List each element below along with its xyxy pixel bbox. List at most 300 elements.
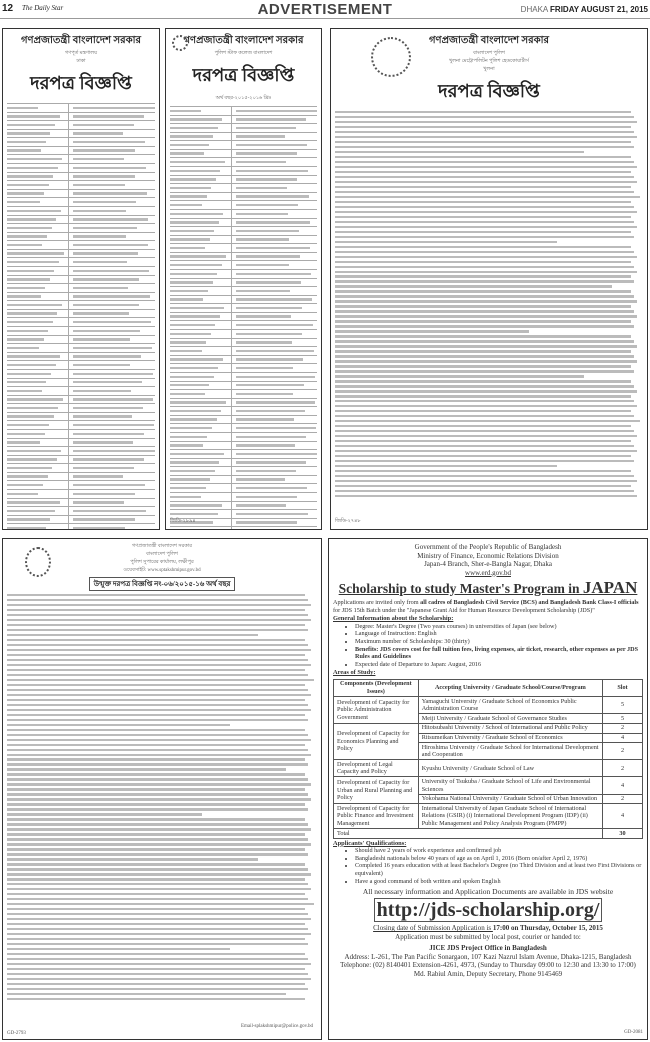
ad-body [335,111,643,497]
text-line [335,320,631,322]
text-line [335,111,631,113]
text-line [7,853,308,855]
text-line [7,240,155,249]
text-line [7,515,155,524]
text-line [7,739,311,741]
text-line [170,346,317,355]
text-line [7,729,305,731]
text-line [170,295,317,304]
text-line [7,903,314,905]
text-line [170,329,317,338]
text-line [170,140,317,149]
text-line [335,365,631,367]
text-line [7,823,308,825]
text-line [335,455,631,457]
text-line [335,360,637,362]
text-line [7,813,202,815]
areas-heading: Areas of Study: [333,669,376,677]
emblem-icon [172,35,188,51]
text-line [170,338,317,347]
text-line [335,226,637,228]
text-line [170,269,317,278]
general-info-item: • Degree: Master's Degree (Two years courses) in universities of Japan (see below) [355,623,643,631]
ad-department: বাংলাদেশ পুলিশ [146,552,178,557]
text-line [335,430,634,432]
text-line [7,154,155,163]
text-line [170,372,317,381]
text-line [170,235,317,244]
ad-title: দরপত্র বিজ্ঞপ্তি [30,73,132,93]
text-line [335,290,631,292]
text-line [7,172,155,181]
text-line [170,286,317,295]
text-line [7,958,308,960]
text-line [7,833,305,835]
text-line [335,490,634,492]
text-line [7,599,308,601]
text-line [335,315,637,317]
text-line [7,818,305,820]
text-line [170,157,317,166]
text-line [335,166,637,168]
text-line [170,432,317,441]
text-line [7,300,155,309]
ad-title: উন্মুক্ত দরপত্র বিজ্ঞপ্তি নং-০৬/২০১৫-১৬ অর্থ বছর [89,577,236,591]
police-emblem-icon [25,547,51,577]
erd-website-link[interactable]: www.erd.gov.bd [465,568,511,577]
table-row: Development of Legal Capacity and Policy Kyushu University / Graduate School of Law 2 [334,760,643,777]
text-line [170,355,317,364]
text-line [7,679,314,681]
text-line [170,501,317,510]
text-line [7,838,308,840]
text-line [170,200,317,209]
text-line [335,181,637,183]
text-line [7,848,305,850]
ad-title: দরপত্র বিজ্ঞপ্তি [192,65,295,85]
ad-gov-name: গণপ্রজাতন্ত্রী বাংলাদেশ সরকার [183,35,304,46]
text-line [170,398,317,407]
table-row: Development of Capacity for Public Finance and Investment Management International University of Japan Graduate School of International Relations (GSIR) (i) International Development Program (IDP) (ii) Public Management and Policy Analysis Program (PMPP) 4 [334,804,643,829]
text-line [7,808,308,810]
text-line [7,523,155,530]
ad-email: Email-splakshmipur@police.gov.bd [240,1024,313,1029]
text-line [335,350,631,352]
text-line [7,689,308,691]
submission-note: Application must be submitted by local post, courier or handed to: [395,932,581,941]
newspaper-name: The Daily Star [22,4,64,12]
ad-place: খুলনা [483,67,495,72]
text-line [335,310,634,312]
text-line [7,714,305,716]
ad-department: বাংলাদেশ পুলিশ [473,51,505,56]
jds-header-line: Government of the People's Republic of Bangladesh [414,543,562,551]
text-line [7,604,311,606]
text-line [335,126,631,128]
text-line [7,659,308,661]
ad-subdepartment: পুলিশ সুপারের কার্যালয়, লক্ষীপুর [130,560,194,565]
table-row: Development of Capacity for Public Administration Government Yamaguchi University / Graduate School of Economics Public Administration Course 5 [334,697,643,714]
text-line [7,983,305,985]
text-line [7,257,155,266]
text-line [170,260,317,269]
text-line [7,634,258,636]
table-total-row: Total 30 [334,829,643,839]
text-line [7,893,305,895]
text-line [335,400,634,402]
text-line [335,271,637,273]
text-line [335,415,634,417]
text-line [7,463,155,472]
text-line [7,898,308,900]
text-line [170,149,317,158]
text-line [7,266,155,275]
text-line [335,295,634,297]
text-line [335,330,529,332]
text-line [7,938,305,940]
ad-code: জিডি-২৭৪৮ [335,519,361,524]
text-line [7,215,155,224]
text-line [335,345,637,347]
table-row: Development of Capacity for Economics Planning and Policy Hitotsubashi University / School of International and Public Policy 2 [334,723,643,733]
ad-body [7,594,317,1000]
text-line [170,509,317,518]
page-number: 12 [2,3,14,14]
text-line [7,993,286,995]
text-line [7,292,155,301]
text-line [335,280,634,282]
text-line [7,446,155,455]
text-line [335,201,631,203]
text-line [335,470,631,472]
text-line [170,115,317,124]
text-line [7,828,311,830]
ad-code: GD-2081 [624,1030,643,1036]
text-line [7,249,155,258]
text-line [7,180,155,189]
general-info-item: • Maximum number of Scholarships: 30 (thirty) [355,638,643,646]
text-line [335,440,631,442]
text-line [170,303,317,312]
text-line [7,112,155,121]
text-line [335,480,637,482]
text-line [7,163,155,172]
text-line [335,325,634,327]
text-line [7,275,155,284]
text-line [335,251,634,253]
text-line [335,151,584,153]
text-line [335,375,584,377]
text-line [7,754,311,756]
text-line [7,878,305,880]
text-line [7,763,308,765]
page-header [0,0,650,19]
jds-intro: Applications are invited only from all cadres of Bangladesh Civil Service (BCS) and Bangladesh Bank Class-I officials for JDS 15th Batch under the "Japanese Grant Aid for Human Resource Development Scholarship (JDS)" [333,599,639,614]
ad-gov-name: গণপ্রজাতন্ত্রী বাংলাদেশ সরকার [428,35,550,46]
text-line [7,669,305,671]
text-line [7,455,155,464]
text-line [7,189,155,198]
text-line [7,883,308,885]
text-line [335,231,631,233]
text-line [7,343,155,352]
text-line [335,186,631,188]
text-line [7,694,311,696]
qualifications-heading: Applicants' Qualifications: [333,839,407,847]
text-line [335,340,634,342]
text-line [335,176,634,178]
text-line [170,363,317,372]
ad-code: জিডি-২৮৯৪ [170,519,196,524]
text-line [335,460,634,462]
closing-date: Closing date of Submission Application is 17:00 on Thursday, October 15, 2015 [373,924,603,933]
text-line [335,370,634,372]
text-line [335,121,637,123]
text-line [170,526,317,530]
text-line [170,483,317,492]
tender-ad-lakshmipur-police [2,538,322,1040]
text-line [7,798,311,800]
text-line [7,498,155,507]
text-line [7,803,305,805]
text-line [7,709,311,711]
text-line [170,423,317,432]
text-line [7,480,155,489]
text-line [7,868,308,870]
text-line [7,137,155,146]
text-line [7,968,305,970]
qualification-item: • Bangladeshi nationals below 40 years of age as on April 1, 2016 (Born on/after April 2, 1976) [355,855,643,863]
text-line [7,378,155,387]
text-line [7,197,155,206]
general-info-list [355,623,643,669]
text-line [7,360,155,369]
text-line [7,639,305,641]
ad-gov-name: গণপ্রজাতন্ত্রী বাংলাদেশ সরকার [20,35,142,46]
text-line [7,472,155,481]
text-line [7,369,155,378]
office-name: JICE JDS Project Office in Bangladesh [429,944,547,953]
text-line [7,873,311,875]
text-line [335,161,634,163]
office-address: Address: L-261, The Pan Pacific Sonargaon, 107 Kazi Nazrul Islam Avenue, Dhaka-1215, Bangladesh [344,952,632,961]
section-title: ADVERTISEMENT [257,1,393,18]
text-line [335,385,634,387]
table-header-row: Components (Development Issues) Accepting University / Graduate School/Course/Program Slot [334,679,643,696]
general-info-item: • Expected date of Departure to Japan: August, 2016 [355,661,643,669]
text-line [335,355,634,357]
text-line [7,863,305,865]
text-line [7,326,155,335]
text-line [7,953,305,955]
text-line [7,232,155,241]
text-line [7,489,155,498]
jds-website-link[interactable]: http://jds-scholarship.org/ [374,898,603,922]
jds-title: Scholarship to study Master's Program in JAPAN [338,578,638,597]
text-line [7,704,308,706]
text-line [335,221,634,223]
text-line [7,684,305,686]
office-phone: Telephone: (02) 8140401 Extension-4261, 4973, (Sunday to Thursday 09:00 to 12:30 and 13:30 to 17:00) [340,961,636,970]
text-line [335,236,634,238]
table-row: Development of Capacity for Urban and Rural Planning and Policy University of Tsukuba / Graduate School of Life and Environmental Sciences 4 [334,777,643,794]
text-line [170,278,317,287]
text-line [170,106,317,115]
text-line [170,243,317,252]
text-line [335,141,631,143]
text-line [335,216,631,218]
text-line [170,406,317,415]
text-line [7,773,305,775]
text-line [7,594,305,596]
text-line [7,963,311,965]
text-line [7,206,155,215]
text-line [335,305,631,307]
text-line [7,724,230,726]
jds-header-line: Japan-4 Branch, Sher-e-Bangla Nagar, Dhaka [424,560,552,568]
text-line [170,312,317,321]
table-row: Ritsumeikan University / Graduate School of Economics 4 [334,733,643,743]
text-line [170,389,317,398]
text-line [7,734,308,736]
table-row: Meiji University / Graduate School of Governance Studies 5 [334,714,643,724]
text-line [335,285,612,287]
contact-person: Md. Rabiul Amin, Deputy Secretary, Phone 9145469 [413,969,563,978]
text-line [7,749,308,751]
text-line [170,132,317,141]
text-line [335,425,631,427]
tender-ad-police-staff-college [165,28,322,530]
text-line [7,664,311,666]
text-line [7,649,311,651]
text-line [335,475,634,477]
info-note: All necessary information and Application Documents are available in JDS website [362,887,614,897]
text-line [7,913,308,915]
text-line [7,223,155,232]
text-line [7,943,308,945]
text-line [170,192,317,201]
text-line [335,405,637,407]
text-line [335,420,640,422]
text-line [7,998,305,1000]
text-line [170,415,317,424]
text-line [335,116,634,118]
text-line [7,948,230,950]
ad-website: ওয়েবসাইট: www.sptakshmipur.gov.bd [123,568,201,573]
text-line [7,788,305,790]
ad-body [7,103,155,530]
text-line [7,624,305,626]
text-line [7,973,308,975]
text-line [7,609,305,611]
text-line [7,644,308,646]
text-line [335,395,631,397]
text-line [7,744,305,746]
text-line [170,226,317,235]
text-line [170,209,317,218]
text-line [170,166,317,175]
text-line [7,783,311,785]
text-line [170,466,317,475]
text-line [170,123,317,132]
text-line [7,858,258,860]
text-line [170,183,317,192]
text-line [335,171,631,173]
text-line [335,136,637,138]
jds-header-line: Ministry of Finance, Economic Relations Division [417,551,559,560]
text-line [7,386,155,395]
text-line [7,335,155,344]
text-line [7,412,155,421]
text-line [7,120,155,129]
dateline: DHAKA FRIDAY AUGUST 21, 2015 [520,5,648,14]
ad-place: ঢাকা [76,59,86,64]
text-line [335,275,631,277]
text-line [335,196,640,198]
general-info-item: • Language of Instruction: English [355,630,643,638]
text-line [335,246,631,248]
ad-department: পুলিশ স্টাফ কলেজ বাংলাদেশ [214,51,273,56]
text-line [335,485,631,487]
ad-gov-name: গণপ্রজাতন্ত্রী বাংলাদেশ সরকার [131,544,193,549]
text-line [7,888,311,890]
qualification-item: • Should have 2 years of work experience and confirmed job [355,847,643,855]
text-line [335,156,631,158]
text-line [7,719,308,721]
text-line [7,506,155,515]
text-line [170,441,317,450]
text-line [7,778,308,780]
text-line [7,395,155,404]
ad-title: দরপত্র বিজ্ঞপ্তি [438,81,540,101]
table-row: Hiroshima University / Graduate School for International Development and Cooperation 2 [334,743,643,760]
general-info-heading: General Information about the Scholarship: [333,615,454,623]
text-line [170,252,317,261]
jds-scholarship-ad [328,538,648,1040]
areas-of-study-table [333,679,643,839]
text-line [7,918,311,920]
general-info-item: • Benefits: JDS covers cost for full tuition fees, living expenses, air ticket, research, other expenses as per JDS Rules and Guidelines [355,646,643,661]
text-line [7,317,155,326]
text-line [335,495,637,497]
text-line [170,320,317,329]
text-line [170,475,317,484]
text-line [7,283,155,292]
text-line [335,261,631,263]
text-line [335,256,637,258]
ad-department: গণপূর্ত মন্ত্রণালয় [64,51,98,56]
text-line [170,492,317,501]
police-emblem-icon [371,37,411,77]
text-line [7,699,305,701]
qualification-item: • Completed 16 years education with at least Bachelor's Degree (no Third Division and at least two First Divisions or equivalent) [355,862,643,877]
text-line [170,218,317,227]
text-line [7,420,155,429]
text-line [7,768,286,770]
text-line [7,629,308,631]
text-line [7,619,311,621]
text-line [335,131,634,133]
text-line [335,445,634,447]
text-line [335,241,557,243]
ad-code: GD-2793 [7,1031,26,1036]
text-line [7,146,155,155]
text-line [7,674,308,676]
text-line [335,300,637,302]
text-line [170,175,317,184]
text-line [335,435,637,437]
text-line [7,793,308,795]
